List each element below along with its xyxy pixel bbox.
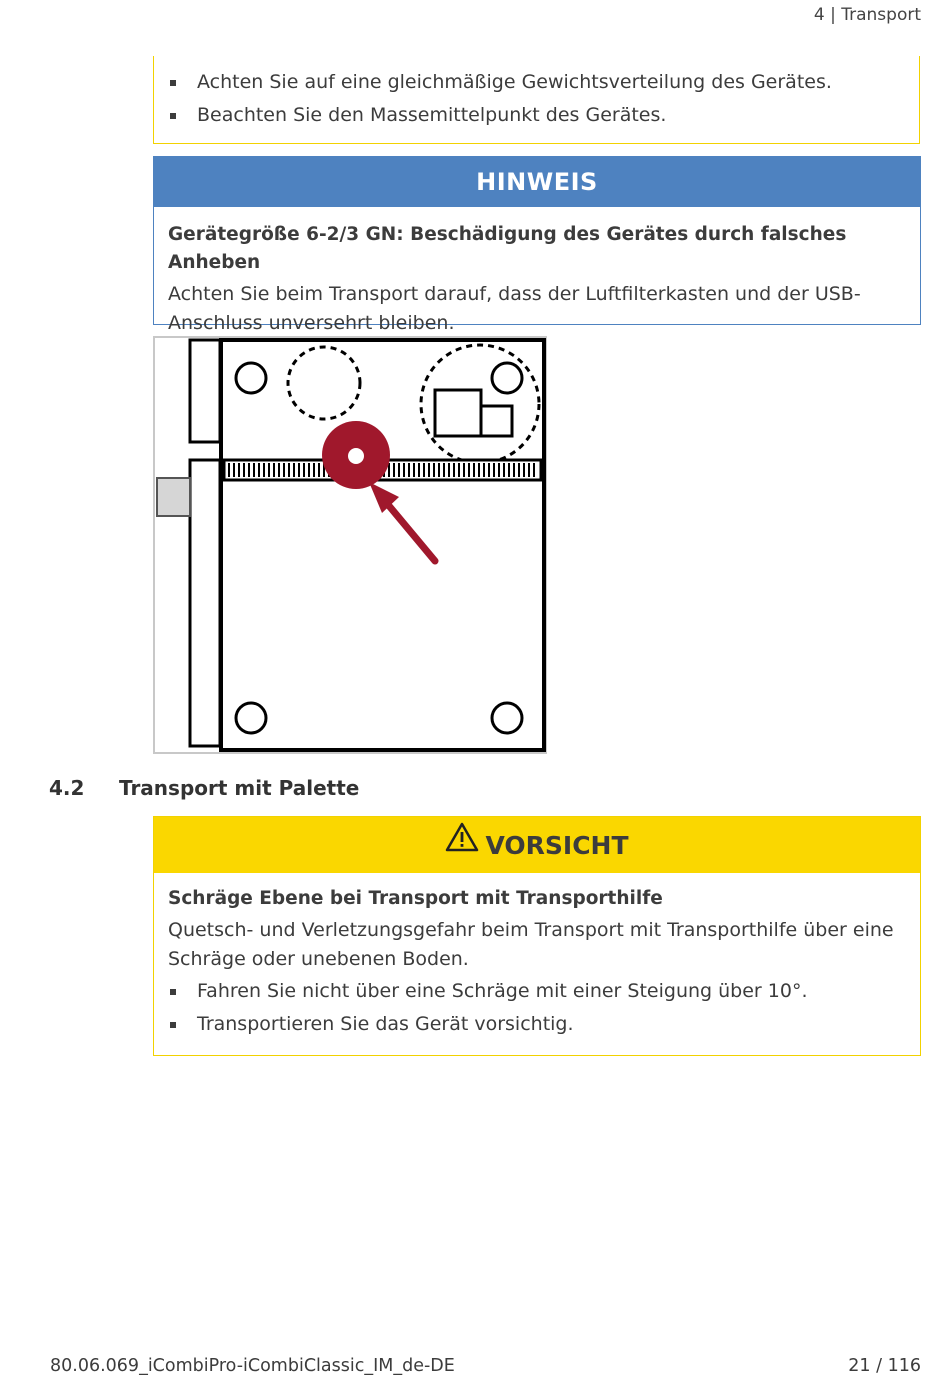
footer-doc-id: 80.06.069_iCombiPro-iCombiClassic_IM_de-DE (50, 1356, 455, 1376)
notice-title: Gerätegröße 6-2/3 GN: Beschädigung des Gerätes durch falsches Anheben (168, 224, 847, 273)
notice-box (153, 156, 921, 334)
caution-heading-bar (154, 817, 920, 873)
caution-continued-list (154, 66, 832, 132)
running-header: 4 | Transport (813, 5, 921, 25)
notice-heading: HINWEIS (154, 157, 920, 207)
device-underside-diagram (153, 336, 547, 754)
list-item: Transportieren Sie das Gerät vorsichtig. (154, 1008, 906, 1041)
list-item: Fahren Sie nicht über eine Schräge mit einer Steigung über 10°. (154, 975, 906, 1008)
footer-page-number: 21 / 116 (848, 1356, 921, 1376)
caution-box-continued (153, 56, 920, 144)
notice-text: Achten Sie beim Transport darauf, dass der Luftfilterkasten und der USB-Anschluss unversehrt bleiben. (168, 283, 861, 334)
caution-list (154, 975, 906, 1041)
caution-title: Schräge Ebene bei Transport mit Transporthilfe (168, 888, 663, 909)
list-item: Beachten Sie den Massemittelpunkt des Gerätes. (154, 99, 832, 132)
warning-triangle-icon (445, 815, 479, 873)
list-item: Achten Sie auf eine gleichmäßige Gewichtsverteilung des Gerätes. (154, 66, 832, 99)
section-number: 4.2 (49, 776, 85, 800)
caution-heading: VORSICHT (485, 831, 629, 860)
caution-box (153, 816, 921, 1056)
caution-text: Quetsch- und Verletzungsgefahr beim Transport mit Transporthilfe über eine Schräge oder unebenen Boden. (168, 919, 894, 970)
section-title: Transport mit Palette (119, 776, 360, 800)
caution-body (154, 873, 920, 1041)
notice-body (154, 207, 920, 338)
